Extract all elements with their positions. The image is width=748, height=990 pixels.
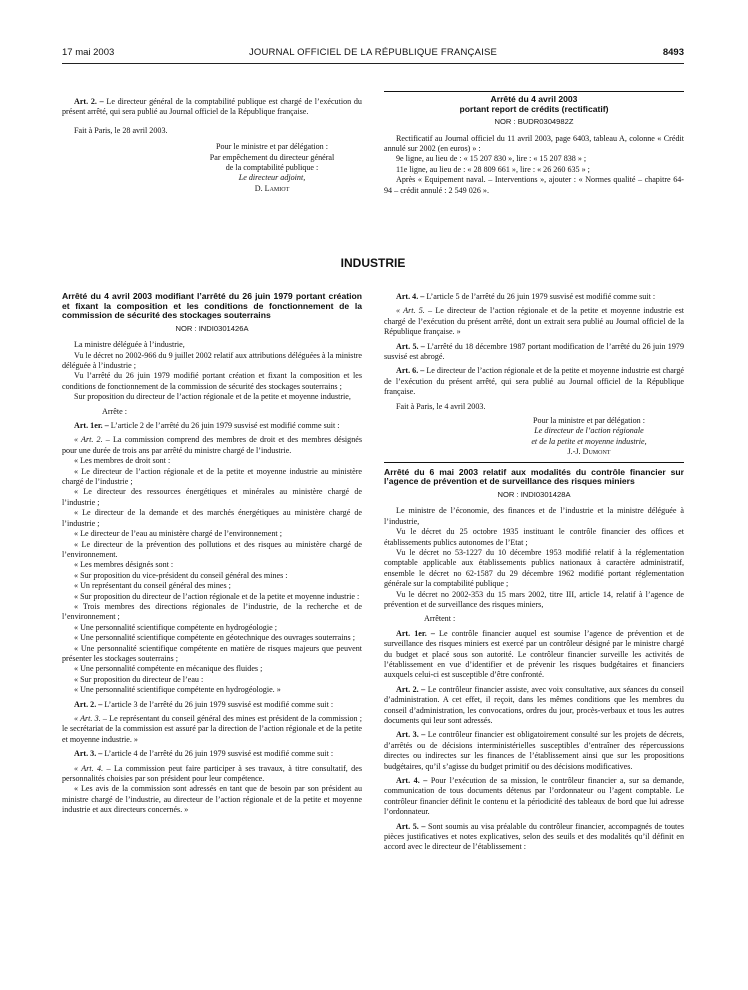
signature-block: Pour le ministre et par délégation : Par empêchement du directeur général de la comptabilité publique : Le directeur adjoint, D. Lamiot (209, 142, 335, 193)
decree-title: Arrêté du 6 mai 2003 relatif aux modalités du contrôle financier sur l’agence de prévention et de surveillance des risques miniers (384, 466, 684, 487)
list-item: « Le directeur de l’action régionale et de la petite et moyenne industrie au ministère chargé de l’industrie ; (62, 466, 362, 487)
article-paragraph: Art. 3. – L’article 4 de l’arrêté du 26 juin 1979 susvisé est modifié comme suit : (74, 749, 334, 759)
paragraph: Vu le décret no 2002-353 du 15 mars 2002, titre III, article 14, relatif à l’agence de prévention et de surveillance des risques miniers, (384, 589, 684, 609)
list-item: « Les membres de droit sont : (74, 456, 171, 466)
article-paragraph: Art. 1er. – L’article 2 de l’arrêté du 26 juin 1979 susvisé est modifié comme suit : (74, 421, 340, 431)
list-item: « Le directeur des ressources énergétiques et minérales au ministère chargé de l’industrie ; (62, 487, 362, 507)
page-header (62, 47, 684, 61)
list-item: « Une personnalité scientifique compétente en matière de risques majeurs que peuvent présenter les stockages souterrains ; (62, 643, 362, 663)
top-left-column (62, 97, 362, 194)
rule (384, 462, 684, 463)
article-paragraph: Art. 3. – Le contrôleur financier est obligatoirement consulté sur les projets de décrets, d’arrêtés ou de décisions interministérielles susceptibles d’entraîner des répercussions directes ou indirectes sur les finances de l’établissement ainsi que sur les propositions budgétaires, qu’il s’agisse du budget primitif ou des décisions modificatives. (384, 730, 684, 771)
article-paragraph: « Art. 3. – Le représentant du conseil général des mines est président de la commission ; le secrétariat de la commission est assuré par la direction de l’action régionale et de la petite et moyenne industrie. » (62, 714, 362, 744)
paragraph: Le ministre de l’économie, des finances et de l’industrie et la ministre déléguée à l’industrie, (384, 506, 684, 526)
article-paragraph: Art. 6. – Le directeur de l’action régionale et de la petite et moyenne industrie est chargé de l’exécution du présent arrêté, qui sera publié au Journal officiel de la République française. (384, 366, 684, 397)
arretent-line: Arrêtent : (424, 614, 456, 624)
list-item: « Un représentant du conseil général des mines ; (74, 581, 231, 591)
article-paragraph: Art. 1er. – Le contrôle financier auquel est soumise l’agence de prévention et de surveillance des risques miniers est exercé par un contrôleur désigné par le ministre chargé du budget et placé sous son autorité. Le contrôleur financier surveille les activités de l’établissement en vue d’identifier et de prévenir les risques budgétaires et financiers auxquels celui-ci est susceptible d’être confronté. (384, 628, 684, 680)
nor-code: NOR : INDI0301426A (175, 323, 249, 333)
list-item: « Le directeur de la prévention des pollutions et des risques au ministère chargé de l’environnement. (62, 539, 362, 559)
right-column (384, 292, 684, 853)
paragraph: Rectificatif au Journal officiel du 11 avril 2003, page 6403, tableau A, colonne « Crédit annulé sur 2002 (en euros) » : (384, 133, 684, 153)
list-item: « Une personnalité scientifique compétente en géotechnique des ouvrages souterrains ; (74, 633, 355, 643)
list-item: « Sur proposition du directeur de l’action régionale et de la petite et moyenne industrie : (74, 591, 360, 601)
decree-title: Arrêté du 4 avril 2003 modifiant l’arrêté du 26 juin 1979 portant création et fixant la composition et les conditions de fonctionnement de la commission de sécurité des stockages souterrains (62, 291, 362, 321)
decree-title: Arrêté du 4 avril 2003 (490, 94, 578, 104)
article-paragraph: « Art. 5. – Le directeur de l’action régionale et de la petite et moyenne industrie est chargé de l’exécution du présent arrêté, dont un extrait sera publié au Journal officiel de la République française. » (384, 306, 684, 337)
fait-line: Fait à Paris, le 28 avril 2003. (74, 125, 168, 135)
article-paragraph: Art. 2. – Le contrôleur financier assiste, avec voix consultative, aux séances du conseil d’administration. A cet effet, il reçoit, dans les mêmes conditions que les membres du conseil d’administration, les convocations, ordres du jour, procès-verbaux et tous les autres documents qui leur sont adressés. (384, 684, 684, 725)
nor-code: NOR : BUDR0304982Z (494, 117, 574, 127)
rule (384, 91, 684, 92)
top-right-column (384, 91, 684, 196)
paragraph: 11e ligne, au lieu de : « 28 809 661 », lire : « 26 260 635 » ; (396, 164, 590, 174)
page-number: 8493 (662, 47, 684, 58)
section-title: INDUSTRIE (340, 256, 406, 270)
paragraph: « Les avis de la commission sont adressés en tant que de besoin par son président au ministre chargé de l’industrie, au directeur de l’action régionale et de la petite et moyenne industrie et aux directeurs concernés. » (62, 784, 362, 815)
journal-title: JOURNAL OFFICIEL DE LA RÉPUBLIQUE FRANÇAISE (248, 47, 498, 58)
article-paragraph: Art. 5. – Sont soumis au visa préalable du contrôleur financier, accompagnés de toutes pièces justificatives et notes explicatives, selon des seuils et des modalités qu’il définit en accord avec le directeur de l’établissement : (384, 821, 684, 852)
list-item: « Sur proposition du directeur de l’eau : (74, 674, 204, 684)
article-paragraph: Art. 4. – L’article 5 de l’arrêté du 26 juin 1979 susvisé est modifié comme suit : (396, 292, 656, 301)
paragraph: Vu le décret du 25 octobre 1935 instituant le contrôle financier des offices et établissements publics autonomes de l’Etat ; (384, 527, 684, 547)
header-date: 17 mai 2003 (62, 47, 115, 58)
paragraph: La ministre déléguée à l’industrie, (74, 340, 185, 350)
list-item: « Les membres désignés sont : (74, 560, 174, 570)
list-item: « Une personnalité scientifique compétente en hydrogéologie ; (74, 622, 277, 632)
list-item: « Sur proposition du vice-président du conseil général des mines : (74, 570, 288, 580)
paragraph: 9e ligne, au lieu de : « 15 207 830 », lire : « 15 207 838 » ; (396, 154, 587, 164)
list-item: « Une personnalité scientifique compétente en hydrogéologie. » (74, 685, 281, 695)
article-paragraph: Art. 4. – Pour l’exécution de sa mission, le contrôleur financier a, sur sa demande, communication de tous documents détenus par l’ordonnateur ou l’agent comptable. Le contrôleur financier définit le contenu et la périodicité des tableaux de bord que lui adresse l’ordonnateur. (384, 776, 684, 817)
fait-line: Fait à Paris, le 4 avril 2003. (396, 401, 486, 411)
paragraph: Sur proposition du directeur de l’action régionale et de la petite et moyenne industrie, (74, 392, 351, 402)
nor-code: NOR : INDI0301428A (497, 489, 571, 499)
header-rule (62, 63, 684, 64)
article-paragraph: « Art. 2. – La commission comprend des membres de droit et des membres désignés pour une durée de trois ans par arrêté du ministre chargé de l’industrie. (62, 435, 362, 455)
article-paragraph: Art. 2. – L’article 3 de l’arrêté du 26 juin 1979 susvisé est modifié comme suit : (74, 699, 334, 709)
list-item: « Le directeur de la demande et des marchés énergétiques au ministère chargé de l’industrie ; (62, 508, 362, 528)
article-paragraph: Art. 5. – L’arrêté du 18 décembre 1987 portant modification de l’arrêté du 26 juin 1979 susvisé est abrogé. (384, 341, 684, 362)
paragraph: Vu le décret no 2002-966 du 9 juillet 2002 relatif aux attributions déléguées à la ministre déléguée à l’industrie ; (62, 350, 362, 370)
art2-paragraph: Art. 2. – Le directeur général de la comptabilité publique est chargé de l’exécution du présent arrêté, qui sera publié au Journal officiel de la République française. (62, 97, 362, 117)
arrete-line: Arrête : (102, 406, 127, 416)
paragraph: Après « Equipement naval. – Interventions », ajouter : « Normes qualité – chapitre 64-94 – crédit annulé : 2 549 026 ». (384, 175, 684, 195)
list-item: « Trois membres des directions régionales de l’industrie, de la recherche et de l’environnement ; (62, 601, 362, 622)
signature-block: Pour la ministre et par délégation : Le directeur de l’action régionale et de la petite et moyenne industrie, J.-J. Dumont (531, 416, 647, 457)
left-column (62, 292, 362, 816)
paragraph: Vu l’arrêté du 26 juin 1979 modifié portant création et fixant la composition et les conditions de fonctionnement de la commission de sécurité des stockages souterrains ; (62, 371, 362, 391)
article-paragraph: « Art. 4. – La commission peut faire participer à ses travaux, à titre consultatif, des personnalités choisies par son président pour leur compétence. (62, 763, 362, 784)
decree-subtitle: portant report de crédits (rectificatif) (459, 103, 609, 114)
list-item: « Le directeur de l’eau au ministère chargé de l’environnement ; (74, 529, 282, 539)
list-item: « Une personnalité compétente en mécanique des fluides ; (74, 664, 263, 674)
paragraph: Vu le décret no 53-1227 du 10 décembre 1953 modifié relatif à la réglementation comptable applicable aux établissements publics nationaux à caractère administratif, ensemble le décret no 62-1587 du 29 décembre 1962 modifié portant réglementation générale sur la comptabilité publique ; (384, 547, 684, 589)
